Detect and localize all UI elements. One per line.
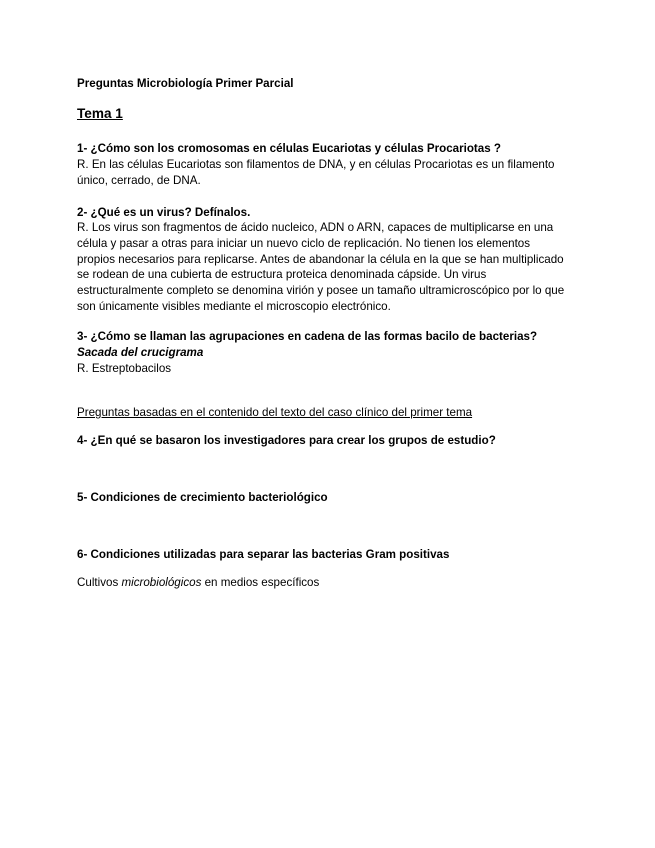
question-2: 2- ¿Qué es un virus? Defínalos.	[77, 206, 251, 219]
case-section-heading: Preguntas basadas en el contenido del texto del caso clínico del primer tema	[77, 406, 473, 419]
answer-1-line: R. En las células Eucariotas son filamentos de DNA, y en células Procariotas es un filamento	[77, 158, 555, 171]
question-6: 6- Condiciones utilizadas para separar las bacterias Gram positivas	[77, 548, 450, 561]
document-title: Preguntas Microbiología Primer Parcial	[77, 77, 294, 90]
answer-2-line: son únicamente visibles mediante el microscopio electrónico.	[77, 300, 391, 313]
question-5: 5- Condiciones de crecimiento bacteriológico	[77, 491, 328, 504]
answer-6	[77, 575, 319, 591]
answer-2-line: se rodean de una cubierta de estructura proteica denominada cápside. Un virus	[77, 268, 487, 281]
section-heading: Tema 1	[77, 106, 123, 121]
answer-2-line: R. Los virus son fragmentos de ácido nucleico, ADN o ARN, capaces de multiplicarse en una	[77, 221, 554, 234]
question-3: 3- ¿Cómo se llaman las agrupaciones en cadena de las formas bacilo de bacterias?	[77, 330, 538, 343]
answer-2-line: célula y pasar a otras para iniciar un nuevo ciclo de replicación. No tienen los elementos	[77, 237, 531, 250]
answer-6-suffix: en medios específicos	[201, 576, 320, 589]
question-4: 4- ¿En qué se basaron los investigadores para crear los grupos de estudio?	[77, 434, 496, 447]
answer-3-line: R. Estreptobacilos	[77, 362, 172, 375]
question-3-note: Sacada del crucigrama	[77, 346, 204, 359]
answer-2-line: propios necesarios para replicarse. Antes de abandonar la célula en la que se han multiplicado	[77, 253, 564, 266]
answer-6-prefix: Cultivos	[77, 576, 122, 589]
question-1: 1- ¿Cómo son los cromosomas en células Eucariotas y células Procariotas ?	[77, 142, 501, 155]
answer-1-line: único, cerrado, de DNA.	[77, 174, 201, 187]
answer-2-line: estructuralmente completo se denomina virión y posee un tamaño ultramicroscópico por lo que	[77, 284, 565, 297]
answer-6-italic: microbiológicos	[121, 576, 202, 589]
